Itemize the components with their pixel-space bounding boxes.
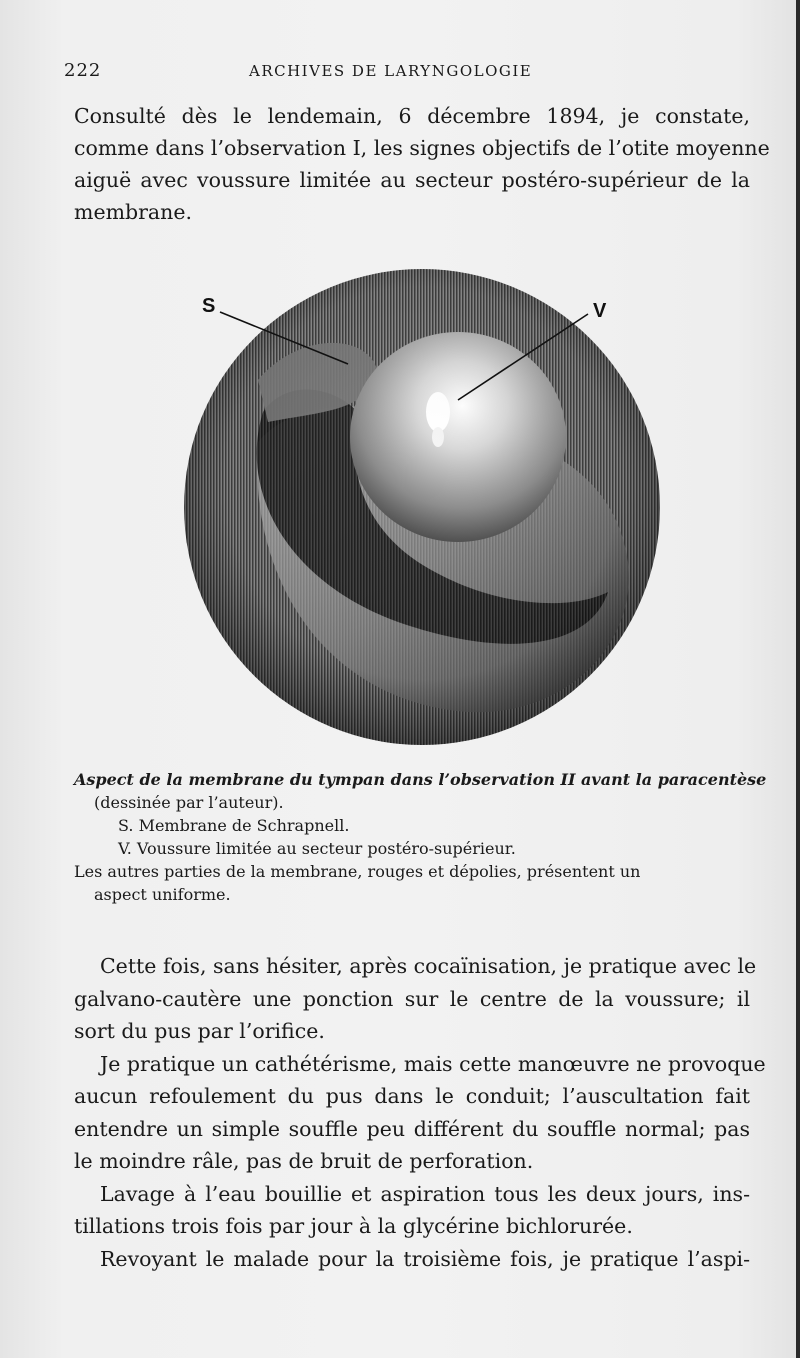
text-line: Consulté dès le lendemain, 6 décembre 1894, je constate, — [74, 104, 750, 128]
text-line: comme dans l’observation I, les signes objectifs de l’otite moyenne — [74, 136, 770, 160]
caption-item-v: V. Voussure limitée au secteur postéro-supérieur. — [118, 839, 516, 858]
text-line: Cette fois, sans hésiter, après cocaïnisation, je pratique avec le — [100, 954, 757, 978]
figure-label-v: V — [593, 300, 607, 322]
running-head — [64, 60, 744, 86]
figure-label-s: S — [202, 295, 216, 317]
figure-caption — [74, 768, 767, 906]
text-line: Je pratique un cathétérisme, mais cette manœuvre ne provoque — [100, 1051, 766, 1076]
text-line: entendre un simple souffle peu différent du souffle normal; pas — [74, 1116, 750, 1141]
body-text — [74, 950, 766, 1275]
journal-title: ARCHIVES DE LARYNGOLOGIE — [249, 62, 533, 80]
page-number: 222 — [64, 60, 102, 81]
text-line: aiguë avec voussure limitée au secteur postéro-supérieur de la — [74, 168, 750, 192]
text-line: Revoyant le malade pour la troisième fois, je pratique l’aspi- — [100, 1246, 750, 1271]
text-line: galvano-cautère une ponction sur le centre de la voussure; il — [74, 986, 750, 1011]
text-line: aucun refoulement du pus dans le conduit; l’auscultation fait — [74, 1084, 750, 1108]
caption-line: Les autres parties de la membrane, rouges et dépolies, présentent un — [74, 862, 641, 881]
tympanic-membrane-figure — [168, 262, 664, 752]
intro-paragraph — [74, 100, 770, 228]
caption-line: (dessinée par l’auteur). — [94, 793, 284, 812]
text-line: tillations trois fois par jour à la glycérine bichlorurée. — [74, 1214, 633, 1238]
text-line: membrane. — [74, 200, 193, 224]
caption-line: aspect uniforme. — [94, 885, 231, 904]
caption-title: Aspect de la membrane du tympan dans l’observation II avant la paracentèse — [74, 770, 767, 789]
page-edge — [796, 0, 800, 1358]
text-line: sort du pus par l’orifice. — [74, 1019, 325, 1043]
text-line: le moindre râle, pas de bruit de perforation. — [74, 1149, 534, 1173]
text-line: Lavage à l’eau bouillie et aspiration tous les deux jours, ins- — [100, 1181, 750, 1206]
caption-item-s: S. Membrane de Schrapnell. — [118, 816, 350, 835]
